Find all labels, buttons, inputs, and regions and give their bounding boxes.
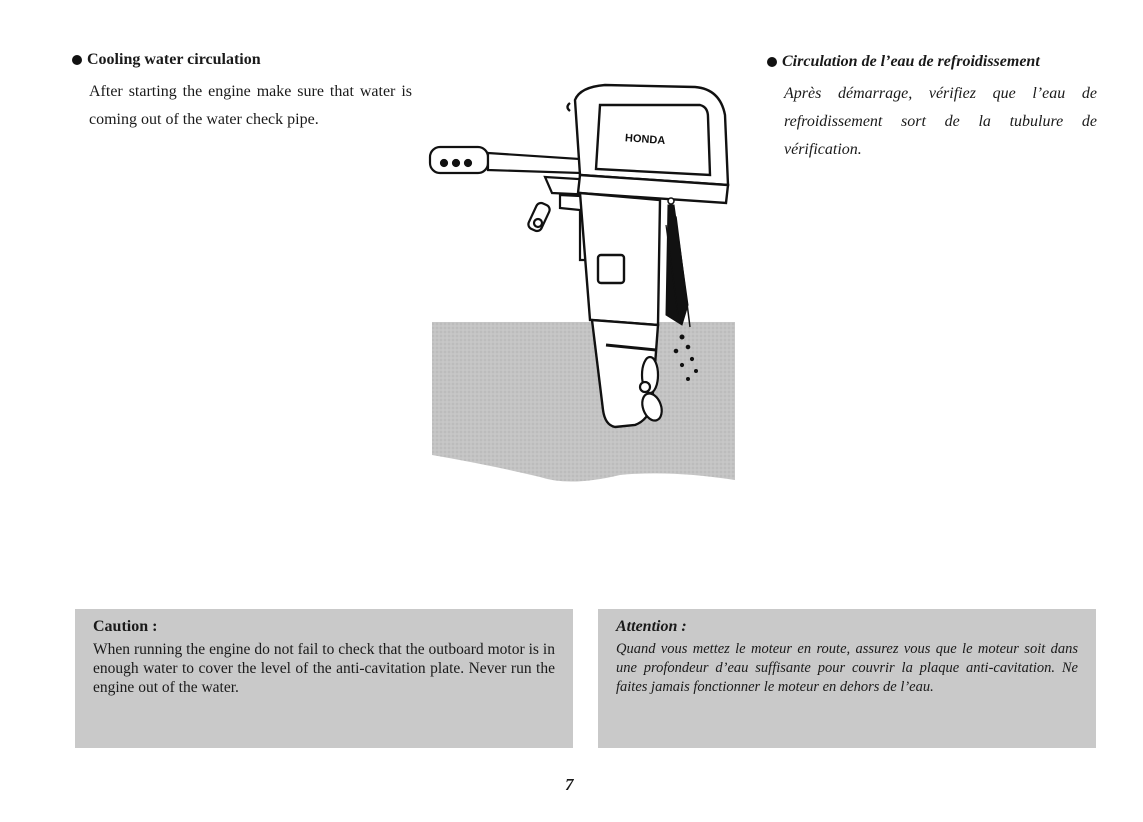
attention-text: Quand vous mettez le moteur en route, assurez vous que le moteur soit dans une profondeur d’eau suffisante pour couvrir la plaque anti-cavitation. Ne faites jamais fonctionner le moteur en dehors de l’eau.: [616, 641, 1078, 695]
outboard-motor-illustration: [420, 75, 750, 495]
english-heading-text: Cooling water circulation: [87, 51, 261, 68]
bullet-icon: [767, 57, 777, 67]
caution-title: Caution :: [93, 618, 158, 635]
french-section: [767, 52, 1097, 164]
french-heading-text: Circulation de l’eau de refroidissement: [782, 53, 1040, 70]
english-heading: [72, 50, 412, 70]
attention-title: Attention :: [616, 618, 687, 635]
english-body: After starting the engine make sure that water is coming out of the water check pipe.: [89, 83, 412, 128]
caution-box-english: [75, 609, 573, 748]
bullet-icon: [72, 55, 82, 65]
tiller-handle: [430, 147, 580, 173]
english-section: [72, 50, 412, 134]
brand-label: HONDA: [624, 132, 666, 148]
page-number: 7: [565, 775, 574, 794]
french-body: Après démarrage, vérifiez que l’eau de refroidissement sort de la tubulure de vérification.: [784, 85, 1097, 158]
caution-box-french: [598, 609, 1096, 748]
caution-text: When running the engine do not fail to check that the outboard motor is in enough water to cover the level of the anti-cavitation plate. Never run the engine out of the water.: [93, 641, 555, 696]
french-heading: [767, 52, 1097, 72]
